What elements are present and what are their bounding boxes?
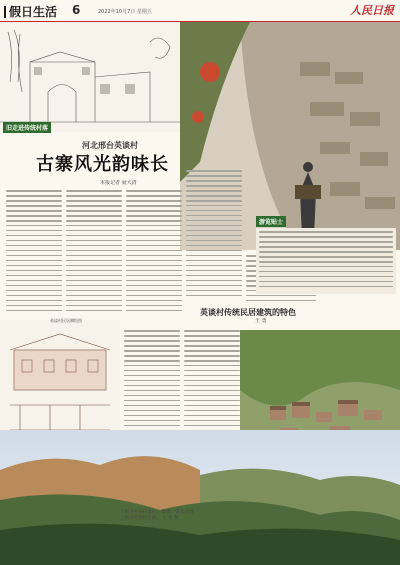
mountain-landscape-photo bbox=[0, 430, 400, 565]
article-headline: 古寨风光韵味长 bbox=[36, 154, 169, 175]
issue-date: 2022年10月7日 星期五 bbox=[98, 9, 152, 15]
page-header bbox=[0, 0, 400, 22]
drawing-caption: 英谈村民居测绘图 bbox=[50, 318, 82, 323]
village-sketch-illustration bbox=[0, 22, 180, 132]
sub-article-headline: 英谈村传统民居建筑的特色 bbox=[200, 307, 296, 317]
text-column-2 bbox=[66, 190, 122, 318]
section-tag: 旧走进传统村落 bbox=[3, 122, 51, 133]
photo-credit-1: 大图为英谈村景色。 影像：聂大清摄 bbox=[120, 510, 194, 515]
photo-credit-2: 上图为英谈村古寨。 王 勇 摄 bbox=[120, 516, 179, 521]
tips-tag: 游览贴士 bbox=[256, 216, 286, 227]
article-byline: 本报记者 聂大清 bbox=[100, 180, 137, 186]
page-number: 6 bbox=[72, 3, 81, 17]
article-kicker: 河北邢台英谈村 bbox=[82, 140, 138, 150]
text-column-4 bbox=[186, 170, 242, 300]
text-column-1 bbox=[6, 190, 62, 318]
section-bar bbox=[4, 6, 6, 18]
text-column-3 bbox=[126, 190, 182, 318]
newspaper-logo: 人民日报 bbox=[350, 4, 394, 17]
sub-article-byline: 王 勇 bbox=[255, 318, 267, 324]
photo-caption bbox=[120, 510, 220, 522]
section-label: 假日生活 bbox=[9, 5, 58, 19]
section-title bbox=[4, 3, 57, 20]
tips-box bbox=[256, 228, 396, 294]
sub-text-column-2 bbox=[184, 330, 240, 430]
sub-text-column-1 bbox=[124, 330, 180, 430]
house-elevation-drawing bbox=[0, 320, 120, 440]
